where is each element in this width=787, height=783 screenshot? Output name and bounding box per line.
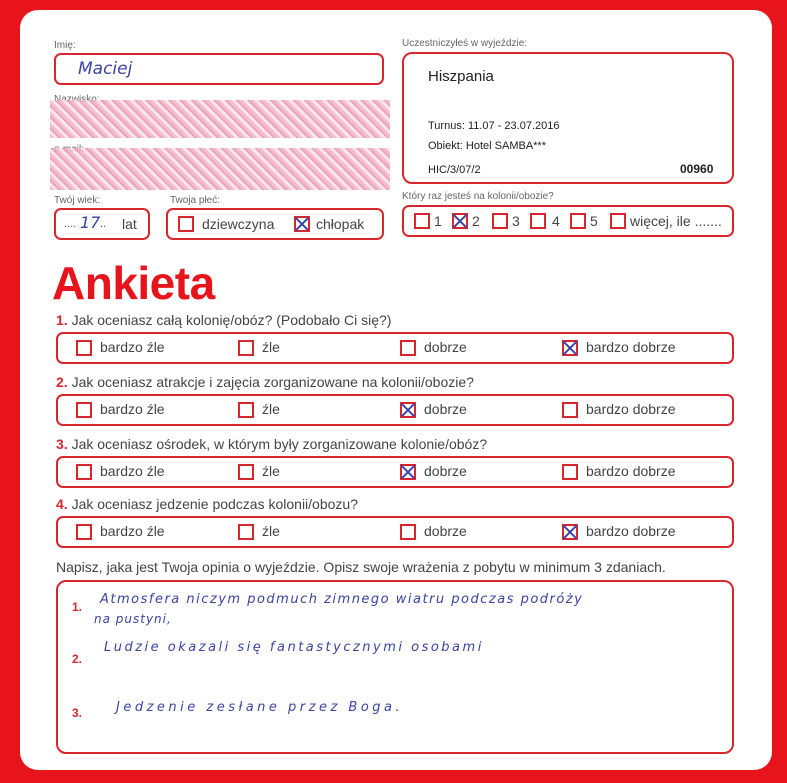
question-2-label: Jak oceniasz atrakcje i zajęcia zorganizowane na kolonii/obozie? <box>67 374 474 390</box>
question-3-option-1-checkbox[interactable] <box>76 464 92 480</box>
question-2-option-3-checkbox[interactable] <box>400 402 416 418</box>
survey-sheet <box>20 10 772 770</box>
question-4-number: 4. <box>56 496 68 512</box>
question-4-options <box>56 516 734 548</box>
question-2-option-1-label: bardzo źle <box>100 401 165 417</box>
page-title: Ankieta <box>52 257 215 309</box>
gender-female-checkbox[interactable] <box>178 216 194 232</box>
question-1-option-3-label: dobrze <box>424 339 467 355</box>
question-4-option-2-checkbox[interactable] <box>238 524 254 540</box>
question-4-option-4-checkbox[interactable] <box>562 524 578 540</box>
question-3-option-2-label: źle <box>262 463 280 479</box>
times-field <box>402 205 734 237</box>
times-option-4-checkbox[interactable] <box>530 213 546 229</box>
times-label: Który raz jesteś na kolonii/obozie? <box>402 191 554 202</box>
times-option-more-label: więcej, ile ....... <box>630 213 722 229</box>
first-name-label: Imię: <box>54 40 76 51</box>
gender-female-label: dziewczyna <box>202 216 275 232</box>
trip-turnus: Turnus: 11.07 - 23.07.2016 <box>428 120 560 132</box>
question-2-option-2-label: źle <box>262 401 280 417</box>
opinion-box[interactable] <box>56 580 734 754</box>
question-2-options <box>56 394 734 426</box>
question-1-option-3-checkbox[interactable] <box>400 340 416 356</box>
question-2-option-3-label: dobrze <box>424 401 467 417</box>
question-3-label: Jak oceniasz ośrodek, w którym były zorganizowane kolonie/obóz? <box>67 436 488 452</box>
times-option-4-label: 4 <box>552 213 560 229</box>
age-label: Twój wiek: <box>54 195 101 206</box>
question-3-option-2-checkbox[interactable] <box>238 464 254 480</box>
times-option-1-label: 1 <box>434 213 442 229</box>
last-name-redacted <box>50 100 390 138</box>
opinion-line-3-text: Jedzenie zesłane przez Boga. <box>116 700 404 715</box>
trip-number: 00960 <box>680 162 714 176</box>
email-redacted <box>50 148 390 190</box>
first-name-value: Maciej <box>78 59 133 79</box>
gender-field <box>166 208 384 240</box>
gender-male-checkbox[interactable] <box>294 216 310 232</box>
trip-destination: Hiszpania <box>428 68 494 85</box>
question-3-option-4-label: bardzo dobrze <box>586 463 676 479</box>
opinion-line-2-number: 2. <box>72 652 83 666</box>
question-3-option-1-label: bardzo źle <box>100 463 165 479</box>
gender-male-label: chłopak <box>316 216 365 232</box>
question-4-option-2-label: źle <box>262 523 280 539</box>
gender-label: Twoja płeć: <box>170 195 221 206</box>
opinion-line-1-text: Atmosfera niczym podmuch zimnego wiatru podczas podróży <box>100 592 584 607</box>
opinion-line-2-text: Ludzie okazali się fantastycznymi osobami <box>104 640 484 655</box>
question-2-number: 2. <box>56 374 68 390</box>
trip-label: Uczestniczyłeś w wyjeździe: <box>402 38 528 49</box>
question-3-number: 3. <box>56 436 68 452</box>
times-option-more-checkbox[interactable] <box>610 213 626 229</box>
question-1-option-2-checkbox[interactable] <box>238 340 254 356</box>
times-option-2-checkbox[interactable] <box>452 213 468 229</box>
trip-code: HIC/3/07/2 <box>428 164 481 176</box>
question-4-option-1-checkbox[interactable] <box>76 524 92 540</box>
question-3-option-3-label: dobrze <box>424 463 467 479</box>
question-1-option-4-label: bardzo dobrze <box>586 339 676 355</box>
question-2-option-4-checkbox[interactable] <box>562 402 578 418</box>
times-option-2-label: 2 <box>472 213 480 229</box>
question-2-option-1-checkbox[interactable] <box>76 402 92 418</box>
question-1-number: 1. <box>56 312 68 328</box>
question-3-text <box>56 436 487 452</box>
question-1-option-1-label: bardzo źle <box>100 339 165 355</box>
times-option-1-checkbox[interactable] <box>414 213 430 229</box>
times-option-3-label: 3 <box>512 213 520 229</box>
times-option-3-checkbox[interactable] <box>492 213 508 229</box>
question-2-text <box>56 374 474 390</box>
age-field[interactable] <box>54 208 150 240</box>
question-2-option-2-checkbox[interactable] <box>238 402 254 418</box>
opinion-line-3-number: 3. <box>72 706 83 720</box>
question-1-option-1-checkbox[interactable] <box>76 340 92 356</box>
question-4-option-4-label: bardzo dobrze <box>586 523 676 539</box>
question-1-options <box>56 332 734 364</box>
question-1-option-4-checkbox[interactable] <box>562 340 578 356</box>
age-dots-right: .. <box>100 218 107 230</box>
question-2-option-4-label: bardzo dobrze <box>586 401 676 417</box>
age-value: 17 <box>80 213 101 232</box>
question-3-options <box>56 456 734 488</box>
age-unit: lat <box>122 216 137 232</box>
trip-card <box>402 52 734 184</box>
question-3-option-3-checkbox[interactable] <box>400 464 416 480</box>
first-name-field[interactable] <box>54 53 384 85</box>
question-1-label: Jak oceniasz całą kolonię/obóz? (Podobało Ci się?) <box>67 312 392 328</box>
times-option-5-checkbox[interactable] <box>570 213 586 229</box>
question-1-text <box>56 312 391 328</box>
question-3-option-4-checkbox[interactable] <box>562 464 578 480</box>
trip-obiekt: Obiekt: Hotel SAMBA*** <box>428 140 546 152</box>
times-option-5-label: 5 <box>590 213 598 229</box>
question-4-text <box>56 496 358 512</box>
age-dots-left: .... <box>64 218 77 230</box>
question-4-option-3-checkbox[interactable] <box>400 524 416 540</box>
opinion-line-1-number: 1. <box>72 600 83 614</box>
question-4-option-1-label: bardzo źle <box>100 523 165 539</box>
question-4-option-3-label: dobrze <box>424 523 467 539</box>
opinion-line-1-cont: na pustyni, <box>94 612 172 626</box>
opinion-prompt: Napisz, jaka jest Twoja opinia o wyjeździe. Opisz swoje wrażenia z pobytu w minimum 3 zdaniach. <box>56 559 666 575</box>
question-4-label: Jak oceniasz jedzenie podczas kolonii/obozu? <box>67 496 358 512</box>
question-1-option-2-label: źle <box>262 339 280 355</box>
